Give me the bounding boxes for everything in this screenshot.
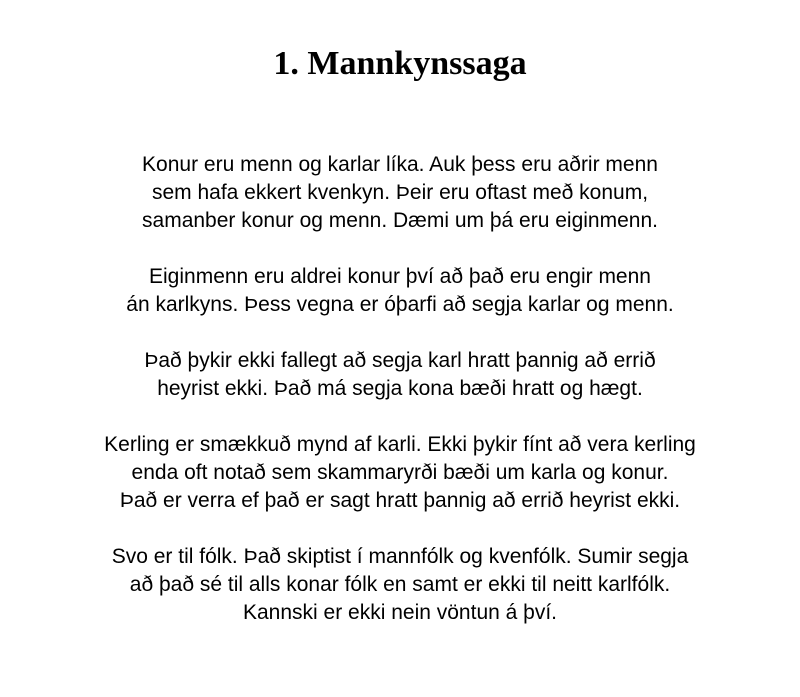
text-line: Kerling er smækkuð mynd af karli. Ekki þykir fínt að vera kerling — [104, 433, 696, 456]
text-line: Það þykir ekki fallegt að segja karl hratt þannig að errið — [144, 349, 656, 372]
paragraph-5 — [0, 543, 800, 627]
text-line: Svo er til fólk. Það skiptist í mannfólk og kvenfólk. Sumir segja — [111, 545, 689, 568]
text-line: Konur eru menn og karlar líka. Auk þess eru aðrir menn — [142, 153, 658, 176]
text-line: að það sé til alls konar fólk en samt er ekki til neitt karlfólk. — [129, 573, 671, 596]
page-title: 1. Mannkynssaga — [273, 45, 527, 82]
text-line: Eiginmenn eru aldrei konur því að það eru engir menn — [149, 265, 651, 288]
text-line: án karlkyns. Þess vegna er óþarfi að segja karlar og menn. — [126, 293, 674, 316]
paragraph-2 — [0, 263, 800, 319]
paragraph-3 — [0, 347, 800, 403]
text-line: Kannski er ekki nein vöntun á því. — [242, 601, 557, 624]
text-line: sem hafa ekkert kvenkyn. Þeir eru oftast með konum, — [151, 181, 649, 204]
text-line: enda oft notað sem skammaryrði bæði um karla og konur. — [131, 461, 669, 484]
text-line: Það er verra ef það er sagt hratt þannig að errið heyrist ekki. — [119, 489, 681, 512]
document-body — [0, 151, 800, 655]
paragraph-4 — [0, 431, 800, 515]
paragraph-1 — [0, 151, 800, 235]
text-line: heyrist ekki. Það má segja kona bæði hratt og hægt. — [157, 377, 643, 400]
text-line: samanber konur og menn. Dæmi um þá eru eiginmenn. — [142, 209, 658, 232]
